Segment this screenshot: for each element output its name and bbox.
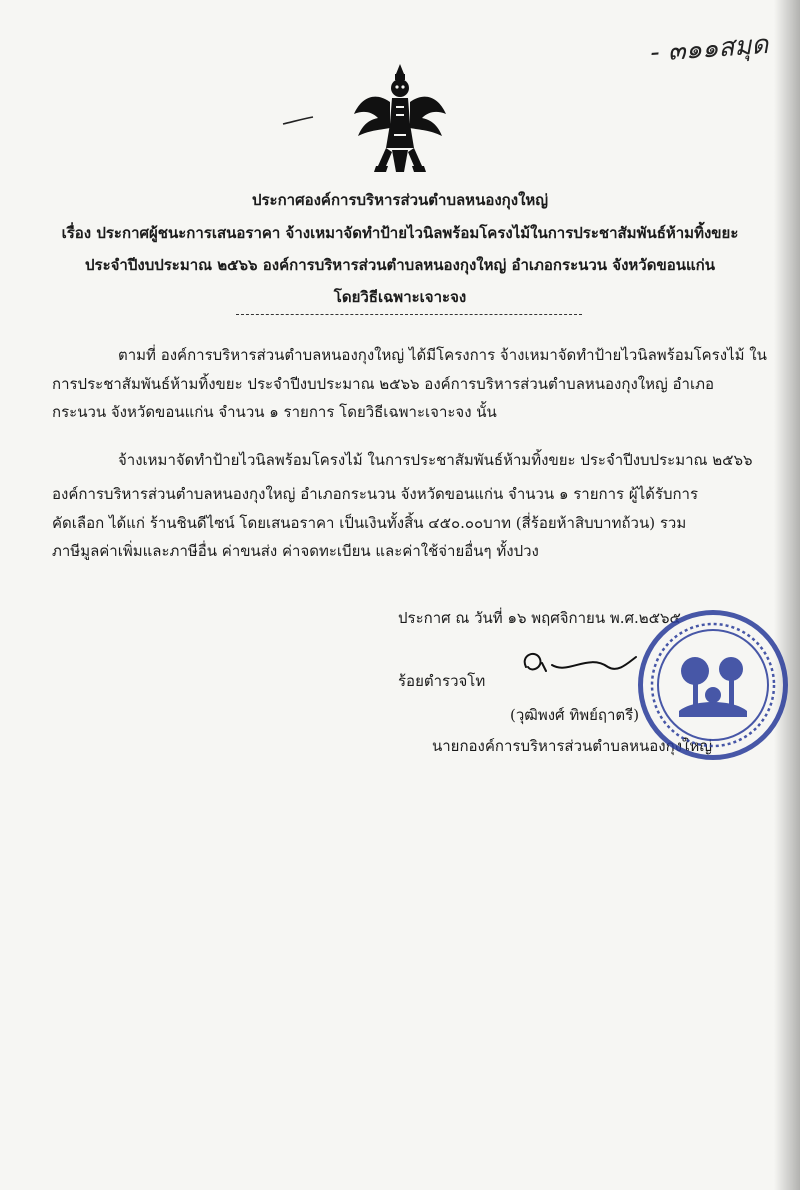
paragraph-1-line-3: กระนวน จังหวัดขอนแก่น จำนวน ๑ รายการ โดยวิธีเฉพาะเจาะจง นั้น xyxy=(52,403,497,421)
signer-name: (วุฒิพงศ์ ทิพย์ฤาตรี) xyxy=(510,706,640,724)
garuda-emblem-icon xyxy=(352,62,448,182)
paragraph-2-line-3: คัดเลือก ได้แก่ ร้านชินดีไซน์ โดยเสนอราคา เป็นเงินทั้งสิ้น ๔๕๐.๐๐บาท (สี่ร้อยห้าสิบบาทถ้วน) รวม xyxy=(52,514,687,532)
announcement-date: ประกาศ ณ วันที่ ๑๖ พฤศจิกายน พ.ศ.๒๕๖๕ xyxy=(398,609,681,627)
paragraph-2-line-1: จ้างเหมาจัดทำป้ายไวนิลพร้อมโครงไม้ ในการประชาสัมพันธ์ห้ามทิ้งขยะ ประจำปีงบประมาณ ๒๕๖๖ xyxy=(118,451,753,469)
paragraph-2-line-2: องค์การบริหารส่วนตำบลหนองกุงใหญ่ อำเภอกระนวน จังหวัดขอนแก่น จำนวน ๑ รายการ ผู้ได้รับการ xyxy=(52,485,699,503)
signer-rank: ร้อยตำรวจโท xyxy=(398,672,486,690)
page-edge-shadow xyxy=(774,0,800,1190)
divider-line xyxy=(236,314,582,315)
announcement-title: ประกาศองค์การบริหารส่วนตำบลหนองกุงใหญ่ xyxy=(251,191,549,209)
pen-tick-mark xyxy=(282,116,314,126)
paragraph-1-line-2: การประชาสัมพันธ์ห้ามทิ้งขยะ ประจำปีงบประมาณ ๒๕๖๖ องค์การบริหารส่วนตำบลหนองกุงใหญ่ อำเภอ xyxy=(52,375,714,393)
signer-position: นายกองค์การบริหารส่วนตำบลหนองกุงใหญ่ xyxy=(432,737,713,755)
paragraph-1-line-1: ตามที่ องค์การบริหารส่วนตำบลหนองกุงใหญ่ ได้มีโครงการ จ้างเหมาจัดทำป้ายไวนิลพร้อมโครงไม้ ใน xyxy=(118,346,767,364)
seal-emblem-icon xyxy=(643,615,783,755)
handwritten-signature xyxy=(518,645,638,685)
subject-line: เรื่อง ประกาศผู้ชนะการเสนอราคา จ้างเหมาจัดทำป้ายไวนิลพร้อมโครงไม้ในการประชาสัมพันธ์ห้ามทิ้งขยะ xyxy=(61,224,739,242)
paragraph-2-line-4: ภาษีมูลค่าเพิ่มและภาษีอื่น ค่าขนส่ง ค่าจดทะเบียน และค่าใช้จ่ายอื่นๆ ทั้งปวง xyxy=(52,542,539,560)
procurement-method: โดยวิธีเฉพาะเจาะจง xyxy=(333,288,467,306)
subject-line-2: ประจำปีงบประมาณ ๒๕๖๖ องค์การบริหารส่วนตำบลหนองกุงใหญ่ อำเภอกระนวน จังหวัดขอนแก่น xyxy=(85,256,715,274)
official-seal xyxy=(638,610,788,760)
handwritten-note: - ๓๑๑สมุด xyxy=(649,29,770,69)
